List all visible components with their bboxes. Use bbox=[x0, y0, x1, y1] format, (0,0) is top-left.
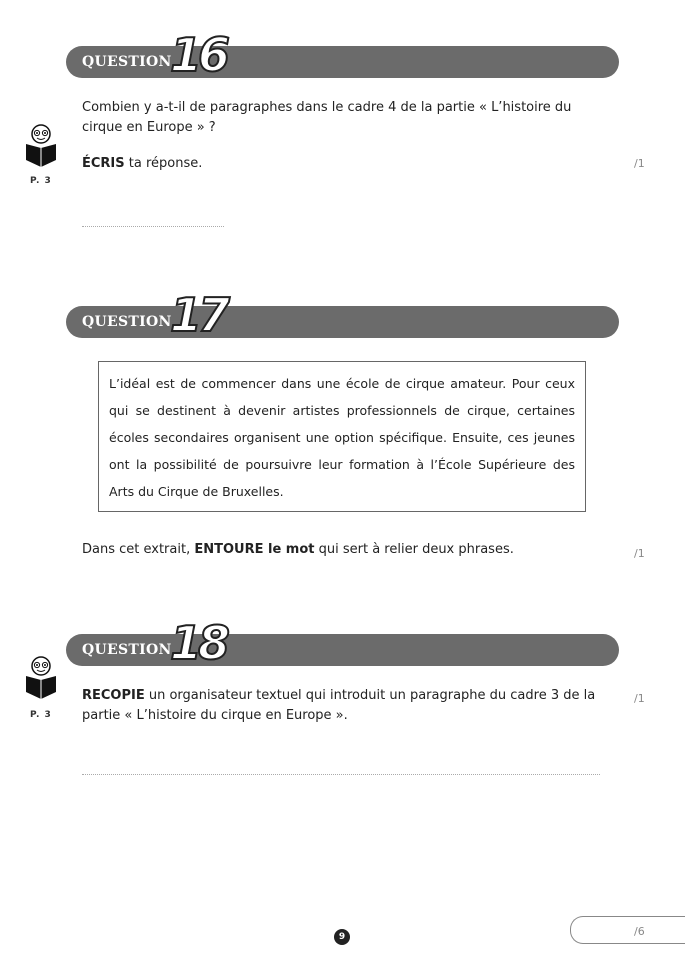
question-17-header bbox=[66, 288, 619, 342]
question-17-text bbox=[82, 540, 514, 560]
question-18-header bbox=[66, 616, 619, 670]
score-q16: /1 bbox=[634, 157, 645, 170]
page-reference: P. 3 bbox=[30, 710, 52, 720]
question-label: QUESTION bbox=[82, 54, 172, 70]
instruction-verb: RECOPIE bbox=[82, 688, 145, 703]
question-16-header bbox=[66, 28, 619, 82]
total-score: /6 bbox=[634, 925, 645, 938]
question-16-text: Combien y a-t-il de paragraphes dans le cadre 4 de la partie « L’histoire du cirque en Europe » ? bbox=[82, 100, 572, 135]
answer-line-q18[interactable] bbox=[82, 774, 600, 775]
instruction-verb: ÉCRIS bbox=[82, 156, 125, 171]
text-before: Dans cet extrait, bbox=[82, 542, 195, 557]
question-number: 16 bbox=[170, 28, 227, 82]
question-number: 17 bbox=[170, 288, 227, 342]
question-number: 18 bbox=[170, 616, 227, 670]
instruction-rest: ta réponse. bbox=[124, 156, 203, 171]
score-q17: /1 bbox=[634, 547, 645, 560]
text-after: qui sert à relier deux phrases. bbox=[314, 542, 514, 557]
reading-mascot-icon bbox=[24, 124, 58, 168]
instruction-verb: ENTOURE le mot bbox=[194, 542, 315, 557]
score-q18: /1 bbox=[634, 692, 645, 705]
total-score-box bbox=[570, 916, 685, 944]
text-extract-box[interactable]: L’idéal est de commencer dans une école de cirque amateur. Pour ceux qui se destinent à devenir artistes professionnels de cirque, certaines écoles secondaires organisent une option spécifique. Ensuite, ces jeunes ont la possibilité de poursuivre leur formation à l’École Supérieure des Arts du Cirque de Bruxelles. bbox=[98, 361, 586, 512]
question-label: QUESTION bbox=[82, 642, 172, 658]
question-18-text bbox=[82, 686, 610, 726]
reading-mascot-icon bbox=[24, 656, 58, 700]
question-16-instruction bbox=[82, 154, 202, 174]
question-label: QUESTION bbox=[82, 314, 172, 330]
instruction-rest: un organisateur textuel qui introduit un paragraphe du cadre 3 de la partie « L’histoire du cirque en Europe ». bbox=[82, 688, 596, 723]
page-number: 9 bbox=[334, 929, 350, 945]
page-reference: P. 3 bbox=[30, 176, 52, 186]
answer-line-q16[interactable] bbox=[82, 226, 224, 227]
